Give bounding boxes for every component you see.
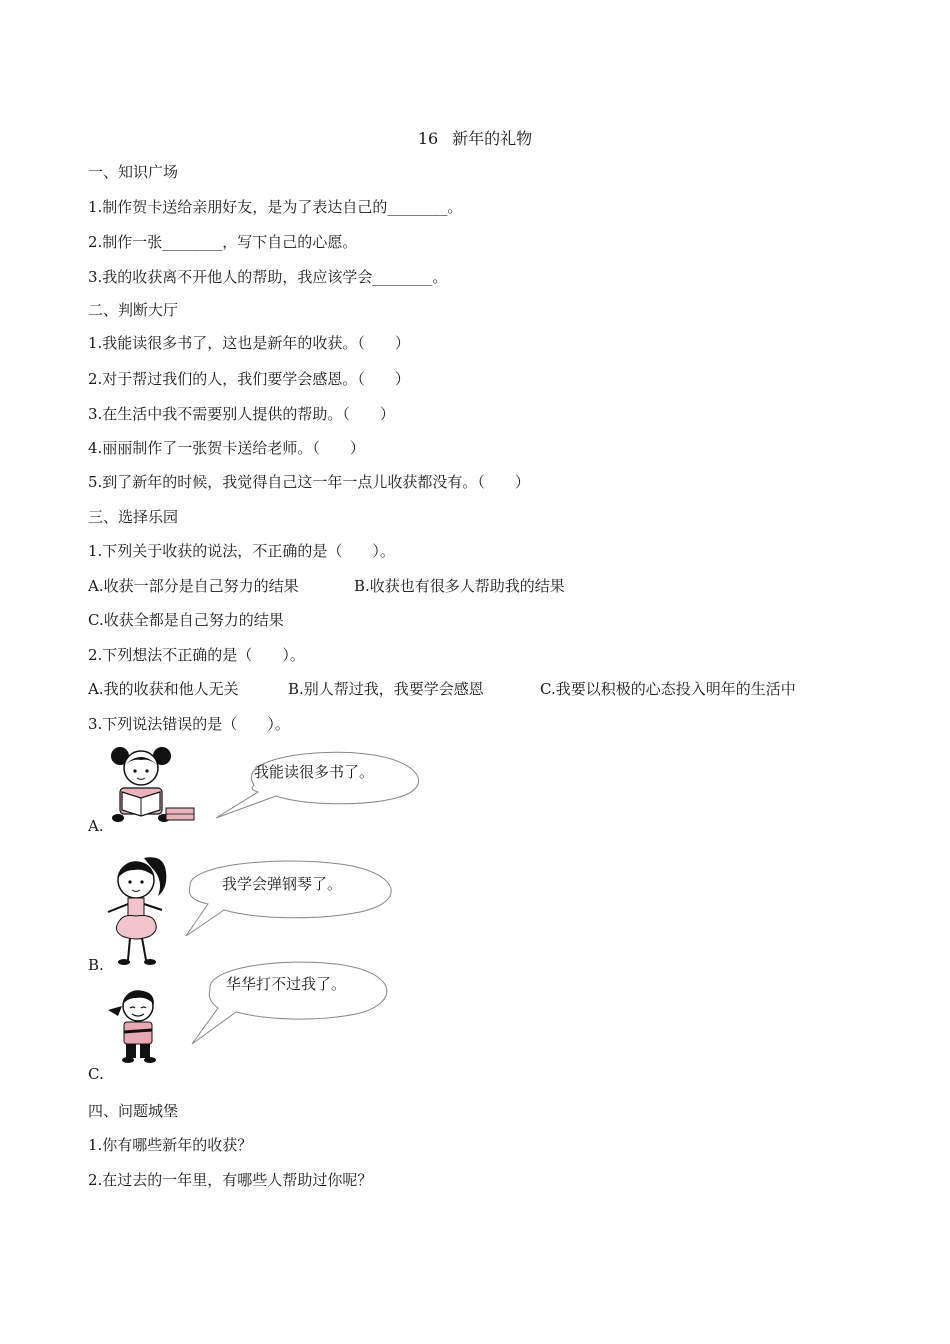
s2-question-1: 1.我能读很多书了，这也是新年的收获。（ ） — [88, 334, 410, 352]
section-2-heading: 二、判断大厅 — [88, 301, 179, 319]
s3-q3-option-a-label: A. — [88, 817, 104, 835]
s3-question-3: 3.下列说法错误的是（ ）。 — [88, 715, 290, 733]
s2-question-2: 2.对于帮过我们的人，我们要学会感恩。（ ） — [88, 370, 410, 388]
section-3-heading: 三、选择乐园 — [88, 508, 179, 526]
speech-bubble-a — [196, 748, 428, 820]
speech-text-c: 华华打不过我了。 — [226, 975, 347, 993]
s2-question-4: 4.丽丽制作了一张贺卡送给老师。（ ） — [88, 439, 365, 457]
s3-q3-option-c-label: C. — [88, 1065, 104, 1083]
s1-question-1: 1.制作贺卡送给亲朋好友，是为了表达自己的________。 — [88, 198, 463, 216]
s4-question-1: 1.你有哪些新年的收获？ — [88, 1136, 253, 1154]
s3-q2-option-a: A.我的收获和他人无关 — [88, 680, 239, 698]
s4-question-2: 2.在过去的一年里，有哪些人帮助过你呢？ — [88, 1171, 373, 1189]
girl-reading-illustration — [106, 744, 198, 828]
s3-q1-option-b: B.收获也有很多人帮助我的结果 — [354, 577, 565, 595]
s3-q1-option-a: A.收获一部分是自己努力的结果 — [88, 577, 299, 595]
section-1-heading: 一、知识广场 — [88, 163, 179, 181]
page-title — [0, 128, 950, 150]
s3-question-2: 2.下列想法不正确的是（ ）。 — [88, 646, 305, 664]
boy-crossed-arms-illustration — [104, 988, 176, 1064]
speech-bubble-b — [160, 858, 400, 938]
lesson-title: 新年的礼物 — [452, 129, 533, 148]
s3-question-1: 1.下列关于收获的说法，不正确的是（ ）。 — [88, 542, 395, 560]
s2-question-3: 3.在生活中我不需要别人提供的帮助。（ ） — [88, 405, 395, 423]
s3-q3-option-b-label: B. — [88, 956, 104, 974]
s3-q2-option-b: B.别人帮过我，我要学会感恩 — [288, 680, 484, 698]
lesson-number: 16 — [417, 129, 439, 148]
speech-text-b: 我学会弹钢琴了。 — [222, 875, 343, 893]
section-4-heading: 四、问题城堡 — [88, 1102, 179, 1120]
s1-question-3: 3.我的收获离不开他人的帮助，我应该学会________。 — [88, 268, 448, 286]
s1-question-2: 2.制作一张________，写下自己的心愿。 — [88, 233, 358, 251]
s2-question-5: 5.到了新年的时候，我觉得自己这一年一点儿收获都没有。（ ） — [88, 473, 530, 491]
speech-text-a: 我能读很多书了。 — [254, 763, 375, 781]
speech-bubble-c — [186, 960, 396, 1046]
s3-q1-option-c: C.收获全都是自己努力的结果 — [88, 611, 284, 629]
s3-q2-option-c: C.我要以积极的心态投入明年的生活中 — [540, 680, 796, 698]
